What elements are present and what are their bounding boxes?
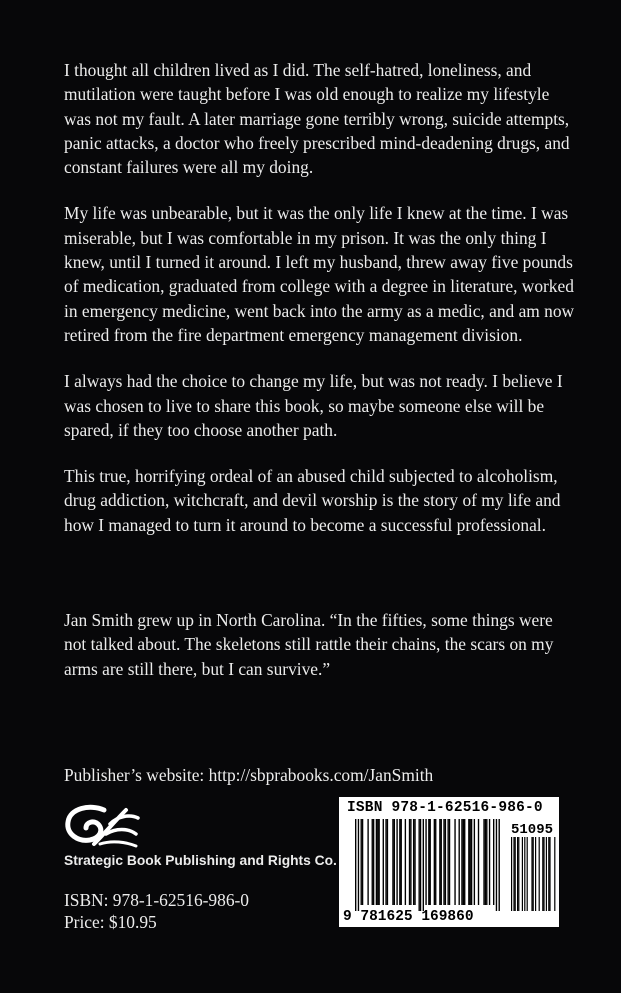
barcode-bar: [535, 837, 536, 911]
barcode-bar: [362, 819, 363, 905]
blurb-paragraph: I always had the choice to change my life, but was not ready. I believe I was chosen to live to share this book, so maybe someone else will be spared, if they too choose another path.: [64, 371, 563, 440]
barcode: [339, 797, 559, 927]
barcode-bar: [425, 819, 426, 905]
sbp-swirl-logo-icon: [64, 804, 144, 848]
barcode-bar: [377, 819, 378, 905]
barcode-bar: [464, 819, 465, 905]
barcode-bar: [410, 819, 411, 905]
barcode-bar: [445, 819, 446, 905]
barcode-bar: [454, 819, 455, 905]
barcode-bar: [435, 819, 436, 905]
barcode-bar: [428, 819, 429, 905]
barcode-bar: [418, 819, 419, 911]
back-cover-blurb: [64, 58, 579, 559]
barcode-bar: [378, 819, 379, 905]
barcode-bar: [423, 819, 424, 911]
barcode-bar: [443, 819, 444, 905]
barcode-bar: [554, 837, 555, 911]
barcode-bar: [373, 819, 374, 905]
publisher-name: Strategic Book Publishing and Rights Co.: [64, 853, 337, 868]
barcode-bar: [430, 819, 431, 905]
barcode-bar: [485, 819, 486, 905]
barcode-bar: [474, 819, 475, 905]
barcode-bar: [517, 837, 518, 911]
barcode-bar: [405, 819, 406, 905]
barcode-bar: [449, 819, 450, 905]
barcode-bar: [518, 837, 519, 911]
blurb-paragraph: This true, horrifying ordeal of an abused child subjected to alcoholism, drug addiction, witchcraft, and devil worship is the story of my life and how I managed to turn it around to become a successful professional.: [64, 466, 561, 535]
barcode-bar: [531, 837, 532, 911]
barcode-bar: [376, 819, 377, 905]
barcode-bar: [394, 819, 395, 905]
barcode-bar: [414, 819, 415, 905]
barcode-bar: [383, 819, 384, 905]
barcode-bar: [549, 837, 550, 911]
barcode-addon-digits: 51095: [511, 822, 554, 838]
barcode-bar: [546, 837, 547, 911]
barcode-bar: [483, 819, 484, 905]
barcode-bar: [372, 819, 373, 905]
barcode-bar: [447, 819, 448, 905]
barcode-bars: [339, 797, 559, 927]
barcode-bar: [513, 837, 514, 911]
barcode-bar: [478, 819, 479, 905]
author-bio: Jan Smith grew up in North Carolina. “In the fifties, some things were not talked about. The skeletons still rattle their chains, the scars on my arms are still there, but I can survive.”: [64, 610, 554, 679]
barcode-bar: [542, 837, 543, 911]
barcode-bar: [539, 837, 540, 911]
barcode-bar: [409, 819, 410, 905]
barcode-bar: [471, 819, 472, 905]
blurb-paragraph: I thought all children lived as I did. The self-hatred, loneliness, and mutilation were taught before I was old enough to realize my lifestyle was not my fault. A later marriage gone terribly wrong, suicide attempts, panic attacks, a doctor who freely prescribed mind-deadening drugs, and constant failures were all my doing.: [64, 60, 570, 178]
barcode-bar: [355, 819, 356, 911]
barcode-bar: [361, 819, 362, 905]
barcode-bar: [533, 837, 534, 911]
isbn-line: ISBN: 978-1-62516-986-0: [64, 890, 250, 910]
barcode-bar: [499, 819, 500, 911]
barcode-bar: [392, 819, 393, 905]
barcode-bar: [463, 819, 464, 905]
barcode-bar: [385, 819, 386, 905]
barcode-bar: [399, 819, 400, 905]
barcode-bar: [441, 819, 442, 905]
price-line: Price: $10.95: [64, 912, 157, 932]
publisher-website: Publisher’s website: http://sbprabooks.com/JanSmith: [64, 765, 434, 785]
barcode-bar: [459, 819, 460, 905]
barcode-bar: [527, 837, 528, 911]
barcode-bar: [515, 837, 516, 911]
barcode-bar: [420, 819, 421, 911]
barcode-isbn-text: ISBN 978-1-62516-986-0: [347, 800, 543, 816]
barcode-bar: [548, 837, 549, 911]
barcode-bar: [486, 819, 487, 905]
barcode-bar: [470, 819, 471, 905]
blurb-paragraph: My life was unbearable, but it was the only life I knew at the time. I was miserable, but I was comfortable in my prison. It was the only thing I knew, until I turned it around. I left my husband, threw away five pounds of medication, graduated from college with a degree in literature, worked in emergency medicine, went back into the army as a medic, and am now retired from the fire department emergency management division.: [64, 203, 575, 345]
barcode-bar: [524, 837, 525, 911]
barcode-bar: [489, 819, 490, 905]
barcode-bar: [543, 837, 544, 911]
barcode-bar: [522, 837, 523, 911]
barcode-bar: [367, 819, 368, 905]
barcode-bar: [439, 819, 440, 905]
barcode-bar: [461, 819, 462, 905]
barcode-bar: [396, 819, 397, 905]
barcode-bar: [387, 819, 388, 905]
barcode-bar: [468, 819, 469, 905]
barcode-bar: [358, 819, 359, 911]
barcode-ean-digits: 9 781625 169860: [343, 909, 474, 925]
barcode-bar: [496, 819, 497, 911]
barcode-bar: [434, 819, 435, 905]
barcode-bar: [413, 819, 414, 905]
barcode-bar: [401, 819, 402, 905]
barcode-bar: [493, 819, 494, 905]
barcode-bar: [511, 837, 512, 911]
